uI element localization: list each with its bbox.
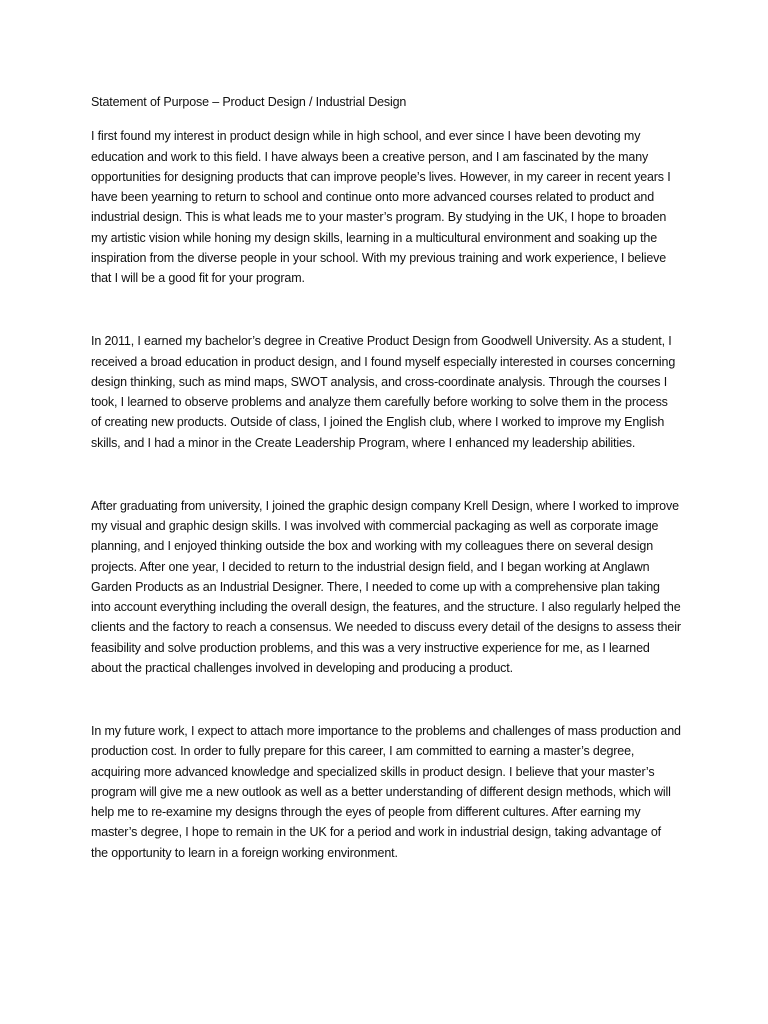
paragraph-future-goals: In my future work, I expect to attach more importance to the problems and challenges of mass production and production cost. In order to fully prepare for this career, I am committed to earning a master’s degree, acquiring more advanced knowledge and specialized skills in product design. I believe that your master’s program will give me a new outlook as well as a better understanding of different design methods, which will help me to re-examine my designs through the eyes of people from different cultures. After earning my master’s degree, I hope to remain in the UK for a period and work in industrial design, taking advantage of the opportunity to learn in a foreign working environment. (91, 724, 681, 860)
paragraph-work-experience: After graduating from university, I joined the graphic design company Krell Design, where I worked to improve my visual and graphic design skills. I was involved with commercial packaging as well as corporate image planning, and I enjoyed thinking outside the box and working with my colleagues there on several design projects. After one year, I decided to return to the industrial design field, and I began working at Anglawn Garden Products as an Industrial Designer. There, I needed to come up with a comprehensive plan taking into account everything including the overall design, the features, and the structure. I also regularly helped the clients and the factory to reach a consensus. We needed to discuss every detail of the designs to assess their feasibility and solve production problems, and this was a very instructive experience for me, as I learned about the practical challenges involved in developing and producing a product. (91, 498, 681, 675)
document-title: Statement of Purpose – Product Design / Industrial Design (91, 95, 407, 109)
paragraph-education: In 2011, I earned my bachelor’s degree in Creative Product Design from Goodwell University. As a student, I received a broad education in product design, and I found myself especially interested in courses concerning design thinking, such as mind maps, SWOT analysis, and cross-coordinate analysis. Through the courses I took, I learned to observe problems and analyze them carefully before working to solve them in the process of creating new products. Outside of class, I joined the English club, where I worked to improve my English skills, and I had a minor in the Create Leadership Program, where I enhanced my leadership abilities. (91, 334, 676, 450)
document-body (91, 92, 681, 863)
paragraph-introduction: I first found my interest in product design while in high school, and ever since I have been devoting my education and work to this field. I have always been a creative person, and I am fascinated by the many opportunities for designing products that can improve people’s lives. However, in my career in recent years I have been yearning to return to school and continue onto more advanced courses related to product and industrial design. This is what leads me to your master’s program. By studying in the UK, I hope to broaden my artistic vision while honing my design skills, learning in a multicultural environment and soaking up the inspiration from the diverse people in your school. With my previous training and work experience, I believe that I will be a good fit for your program. (91, 129, 671, 285)
